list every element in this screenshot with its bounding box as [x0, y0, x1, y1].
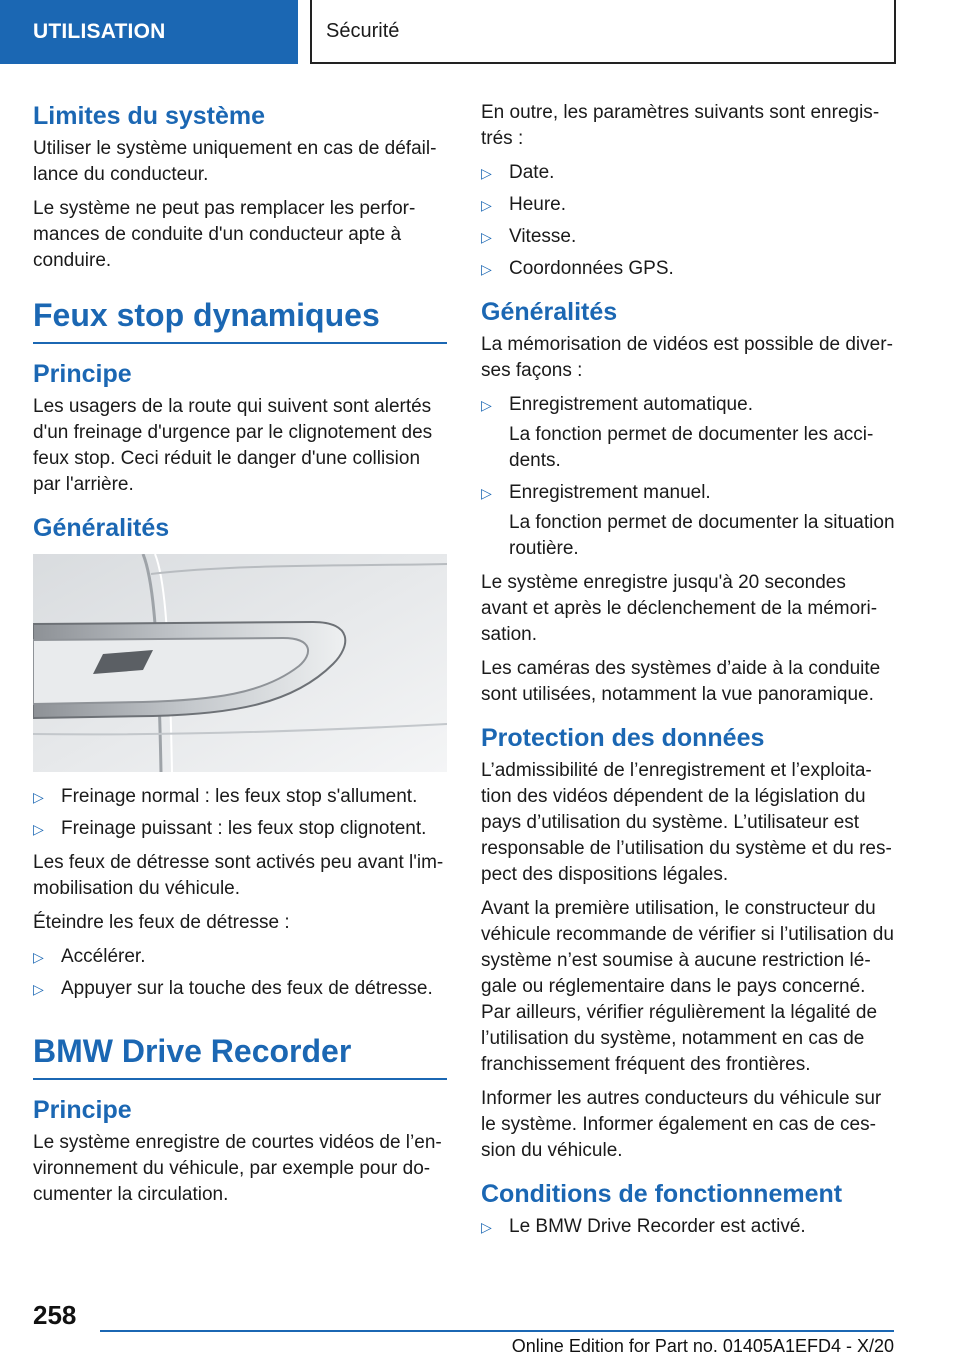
limits-paragraph-2: Le système ne peut pas remplacer les performances de conduite d'un conducteur apte à conduire.	[33, 198, 416, 271]
list-item-text: Appuyer sur la touche des feux de détresse.	[61, 978, 433, 999]
drive-recorder-heading: BMW Drive Recorder	[33, 1032, 447, 1080]
list-item	[481, 392, 895, 474]
list-item-text: Coordonnées GPS.	[509, 258, 674, 279]
limits-heading: Limites du système	[33, 102, 266, 130]
triangle-right-outline-icon: ▷	[481, 229, 492, 245]
list-item-text: Date.	[509, 162, 555, 183]
limits-paragraph-1: Utiliser le système uniquement en cas de défaillance du conducteur.	[33, 138, 437, 185]
section-label: Sécurité	[326, 19, 400, 42]
section-header	[310, 0, 896, 64]
protection-paragraph-2: Avant la première utilisation, le constructeur du véhicule recommande de vérifier si l’utilisation du système n’est soumise à aucune restriction légale ou réglementaire dans le pays concerné. Par ailleurs, vérifier régulièrement la légalité de l’utilisation du système, notamment en cas de franchissement fréquent des frontières.	[481, 898, 894, 1075]
triangle-right-outline-icon: ▷	[33, 981, 44, 997]
principe-heading: Principe	[33, 360, 132, 388]
protection-heading: Protection des données	[481, 724, 765, 752]
chapter-label: UTILISATION	[33, 20, 166, 43]
recorder-principe-heading: Principe	[33, 1096, 132, 1124]
triangle-right-outline-icon: ▷	[481, 1219, 492, 1235]
list-item	[33, 944, 447, 970]
list-item-text: Accélérer.	[61, 946, 146, 967]
protection-paragraph-1: L’admissibilité de l’enregistrement et l’exploitation des vidéos dépendent de la législation du pays d’utilisation du système. L’utilisateur est responsable de l’utilisation du système et du respect des dispositions légales.	[481, 760, 892, 885]
list-item-text: Freinage normal : les feux stop s'allument.	[61, 786, 418, 807]
list-item-text: Freinage puissant : les feux stop clignotent.	[61, 818, 427, 839]
list-item	[481, 192, 895, 218]
chapter-tab	[0, 0, 298, 64]
list-item	[481, 256, 895, 282]
triangle-right-outline-icon: ▷	[33, 949, 44, 965]
triangle-right-outline-icon: ▷	[33, 821, 44, 837]
taillight-drawing	[33, 554, 447, 772]
taillight-illustration	[33, 554, 447, 772]
triangle-right-outline-icon: ▷	[481, 397, 492, 413]
list-item	[33, 976, 447, 1002]
left-column	[33, 100, 447, 1216]
list-item-text: Enregistrement manuel.	[509, 482, 711, 503]
list-item	[33, 816, 447, 842]
feux-stop-heading: Feux stop dynamiques	[33, 296, 447, 344]
right-column	[481, 100, 895, 1248]
triangle-right-outline-icon: ▷	[481, 261, 492, 277]
generalites-heading: Généralités	[33, 514, 170, 542]
list-item	[481, 1214, 895, 1240]
list-item-text: Le BMW Drive Recorder est activé.	[509, 1216, 806, 1237]
recorder-principe-paragraph: Le système enregistre de courtes vidéos de l’environnement du véhicule, par exemple pour documenter la circulation.	[33, 1132, 442, 1205]
modes-list	[481, 392, 895, 562]
params-intro-paragraph: En outre, les paramètres suivants sont enregistrés :	[481, 102, 880, 149]
list-item-note: La fonction permet de documenter les accidents.	[509, 424, 874, 471]
conditions-heading: Conditions de fonctionnement	[481, 1180, 843, 1208]
list-item-text: Heure.	[509, 194, 567, 215]
protection-paragraph-3: Informer les autres conducteurs du véhicule sur le système. Informer également en cas de cession du véhicule.	[481, 1088, 882, 1161]
page-number: 258	[33, 1300, 77, 1330]
cameras-paragraph: Les caméras des systèmes d’aide à la conduite sont utilisées, notamment la vue panoramique.	[481, 658, 881, 705]
list-item	[481, 160, 895, 186]
list-item	[33, 784, 447, 810]
params-list	[481, 160, 895, 282]
triangle-right-outline-icon: ▷	[481, 485, 492, 501]
right-generalites-heading: Généralités	[481, 298, 618, 326]
list-item-text: Enregistrement automatique.	[509, 394, 753, 415]
list-item	[481, 224, 895, 250]
triangle-right-outline-icon: ▷	[481, 165, 492, 181]
conditions-list	[481, 1214, 895, 1240]
list-item-note: La fonction permet de documenter la situation routière.	[509, 512, 895, 559]
record-duration-paragraph: Le système enregistre jusqu'à 20 secondes avant et après le déclenchement de la mémorisation.	[481, 572, 878, 645]
hazard-list	[33, 944, 447, 1002]
right-generalites-paragraph: La mémorisation de vidéos est possible de diverses façons :	[481, 334, 893, 381]
edition-label: Online Edition for Part no. 01405A1EFD4 - X/20	[511, 1336, 894, 1356]
footer-divider	[100, 1330, 894, 1332]
triangle-right-outline-icon: ▷	[481, 197, 492, 213]
brake-list	[33, 784, 447, 842]
list-item	[481, 480, 895, 562]
triangle-right-outline-icon: ▷	[33, 789, 44, 805]
hazard-off-paragraph: Éteindre les feux de détresse :	[33, 912, 290, 933]
list-item-text: Vitesse.	[509, 226, 577, 247]
principe-paragraph: Les usagers de la route qui suivent sont alertés d'un freinage d'urgence par le clignotement des feux stop. Ceci réduit le danger d'une collision par l'arrière.	[33, 396, 433, 495]
hazard-paragraph: Les feux de détresse sont activés peu avant l'immobilisation du véhicule.	[33, 852, 444, 899]
